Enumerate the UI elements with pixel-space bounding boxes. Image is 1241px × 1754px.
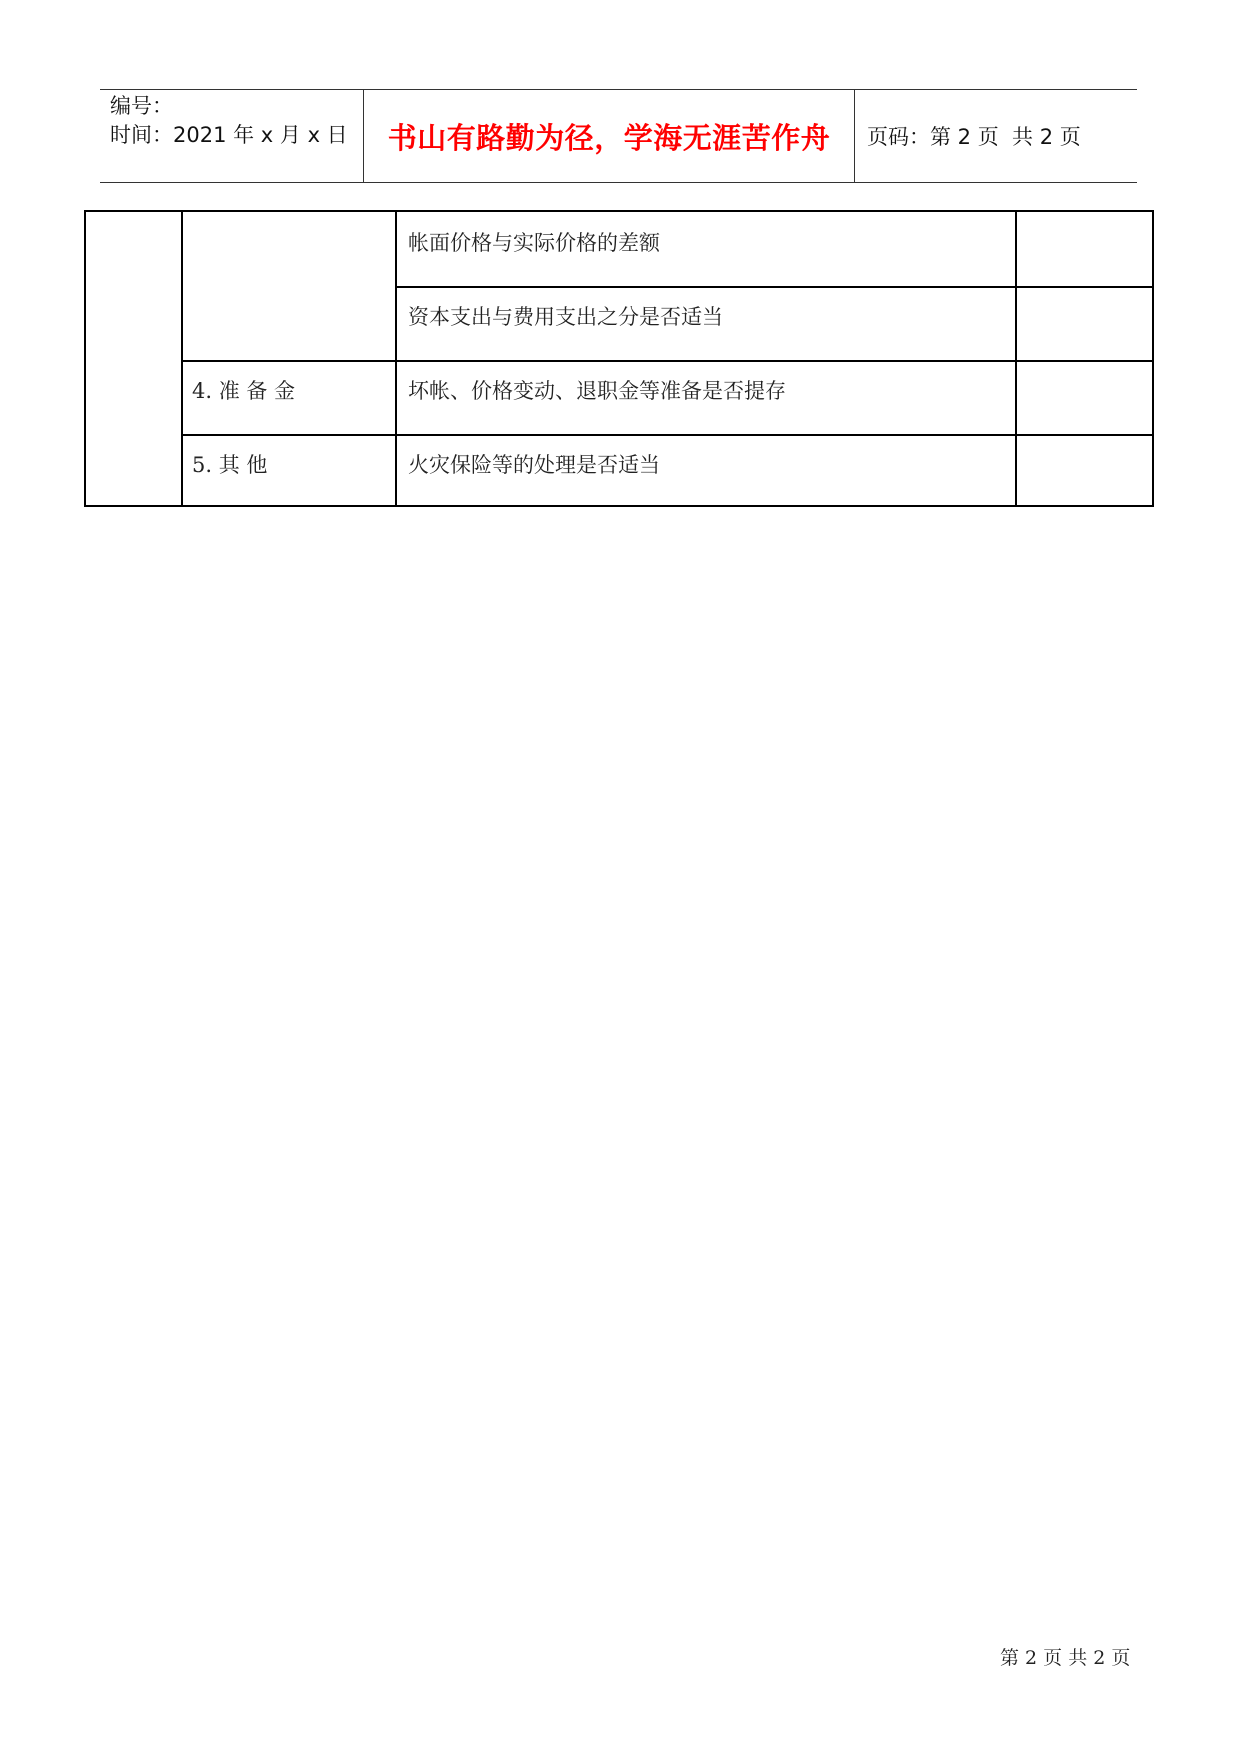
footer-page-number: 第 2 页 共 2 页 xyxy=(1000,1647,1131,1669)
document-date: 时间：2021 年 x 月 x 日 xyxy=(110,123,348,147)
table-row-1-check[interactable] xyxy=(1026,231,1146,271)
table-divider-h3 xyxy=(181,434,1152,436)
table-row-2-check[interactable] xyxy=(1026,305,1146,345)
table-row-3-content: 坏帐、价格变动、退职金等准备是否提存 xyxy=(408,379,786,403)
table-divider-v3 xyxy=(1015,212,1017,505)
table-row-3-item: 4. 准 备 金 xyxy=(192,379,296,403)
checklist-table xyxy=(84,210,1154,507)
table-row-4-content: 火灾保险等的处理是否适当 xyxy=(408,453,660,477)
document-number-label: 编号： xyxy=(110,94,173,118)
table-divider-v2 xyxy=(395,212,397,505)
table-row-4-check[interactable] xyxy=(1026,453,1146,493)
table-divider-h2 xyxy=(181,360,1152,362)
table-row-1-content: 帐面价格与实际价格的差额 xyxy=(408,231,660,255)
table-row-3-check[interactable] xyxy=(1026,379,1146,419)
header-motto: 书山有路勤为径，学海无涯苦作舟 xyxy=(387,120,831,155)
table-divider-h1 xyxy=(397,286,1152,288)
header-page-info: 页码：第 2 页 共 2 页 xyxy=(867,125,1081,149)
table-row-2-content: 资本支出与费用支出之分是否适当 xyxy=(408,305,723,329)
header-meta xyxy=(100,90,364,182)
table-row-4-item: 5. 其 他 xyxy=(192,453,268,477)
page-header xyxy=(100,89,1137,183)
header-motto-cell xyxy=(364,90,855,182)
table-divider-v1 xyxy=(181,212,183,505)
